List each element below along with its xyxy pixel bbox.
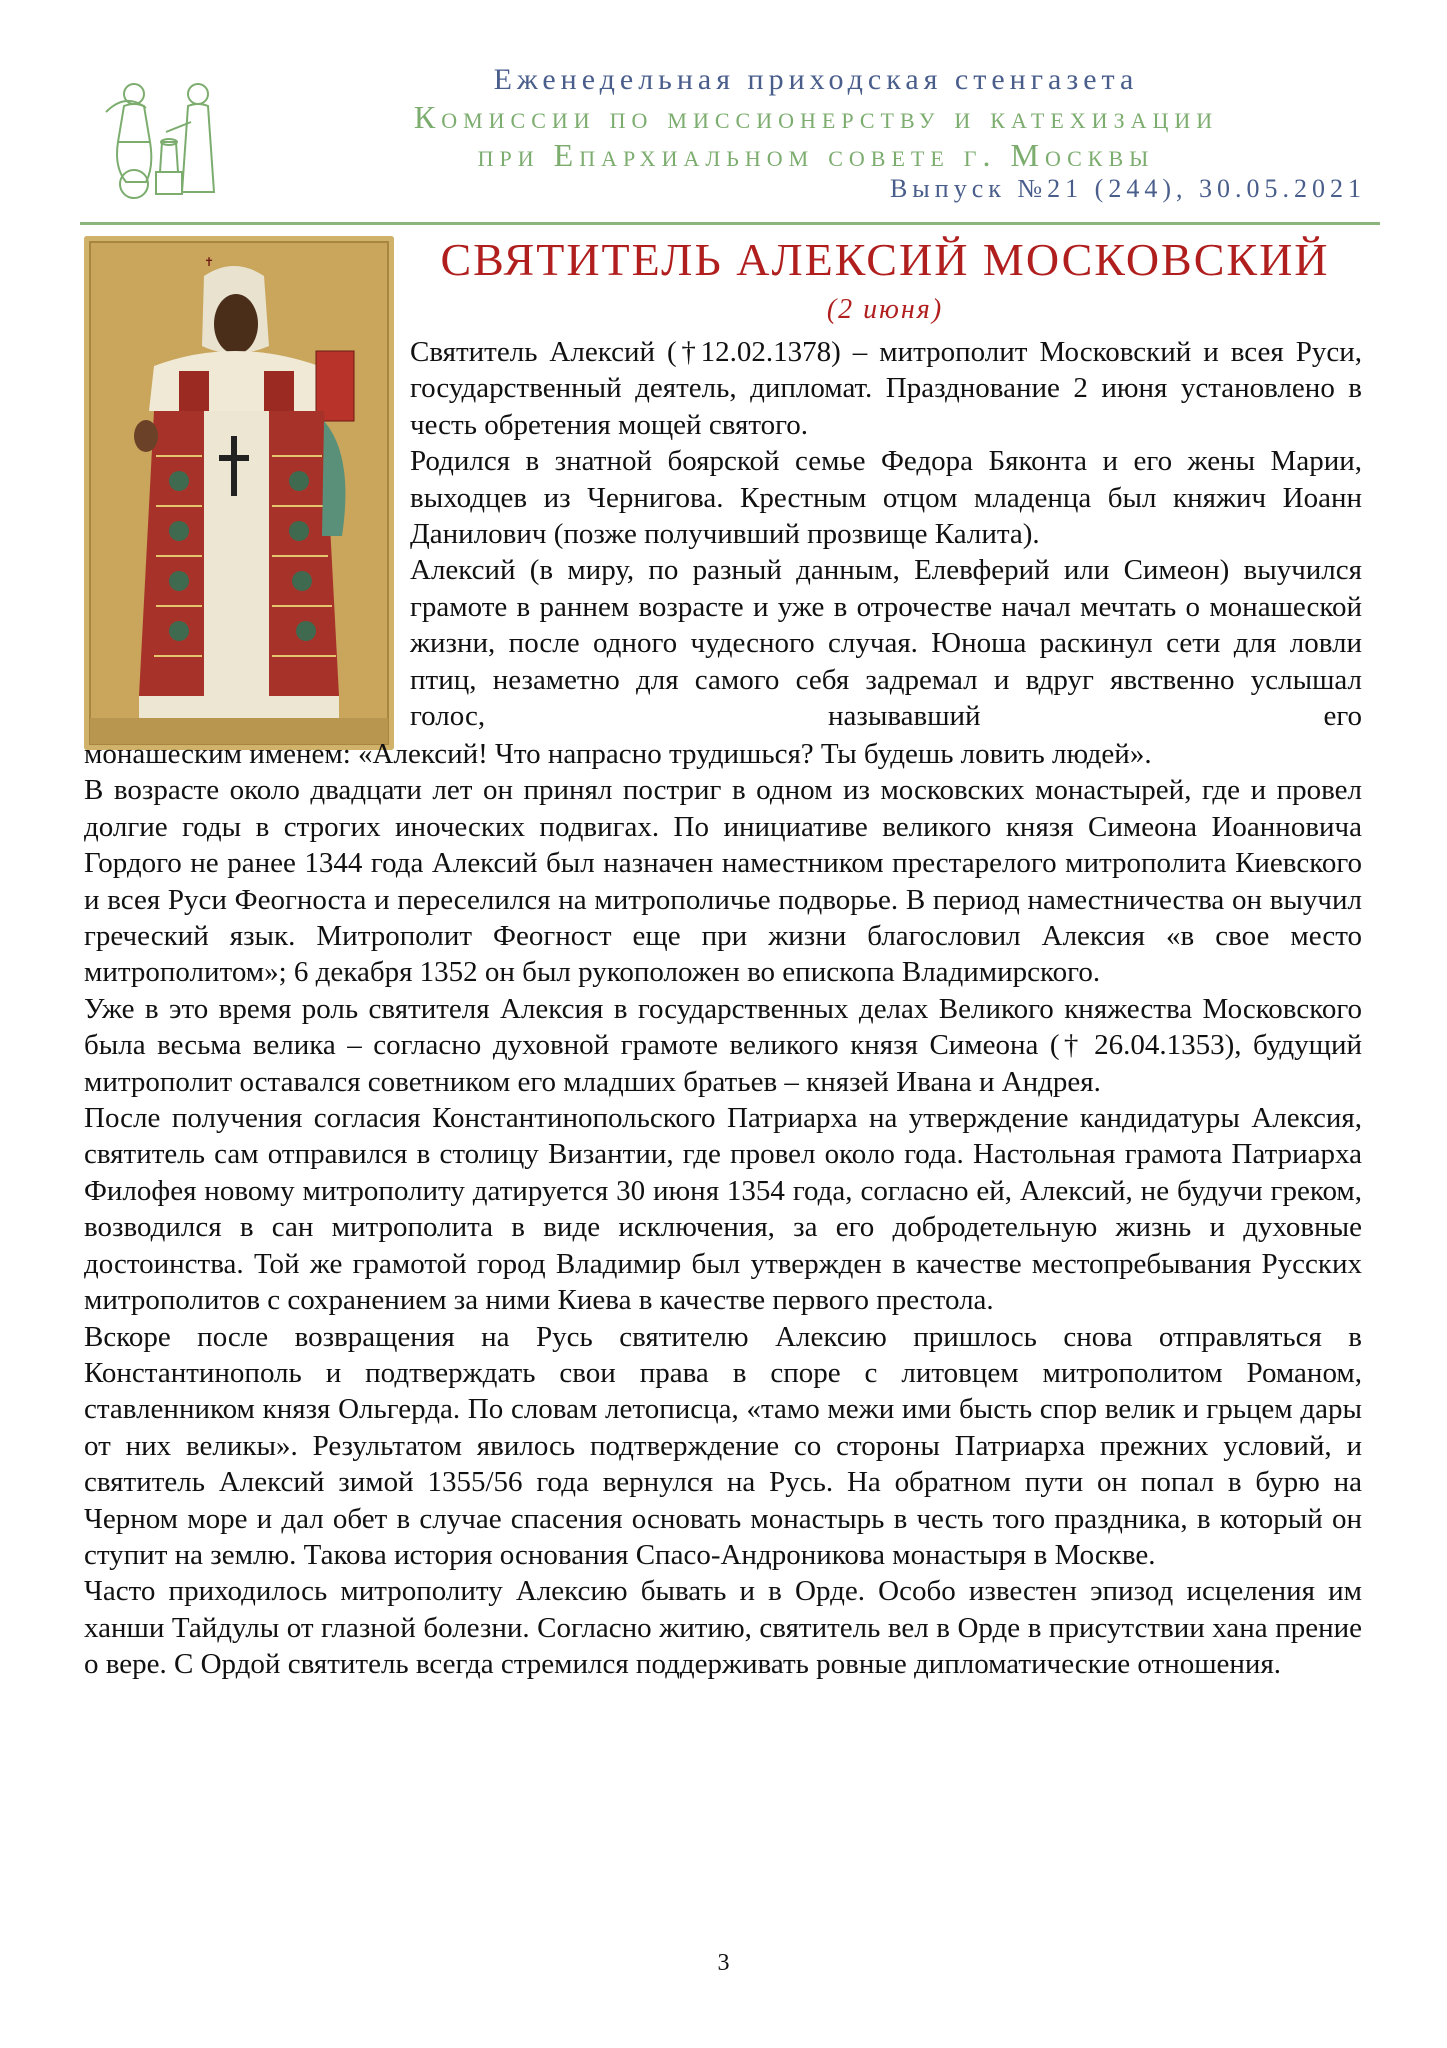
article-column-right xyxy=(410,334,1362,734)
article-body xyxy=(84,736,1362,1683)
paragraph-3-start: Алексий (в миру, по разный данным, Елевферий или Симеон) выучился грамоте в раннем возрасте и уже в отрочестве начал мечтать о монашеской жизни, после одного чудесного случая. Юноша раскинул сети для ловли птиц, незаметно для самого себя задремал и вдруг явственно услышал голос, называвший его xyxy=(410,554,1362,733)
svg-text:✝: ✝ xyxy=(204,255,215,269)
paragraph-1: Святитель Алексий (†12.02.1378) – митрополит Московский и всея Руси, государственный деятель, дипломат. Празднование 2 июня установлено в честь обретения мощей святого. xyxy=(410,336,1362,441)
feast-date: (2 июня) xyxy=(826,294,944,325)
masthead-divider xyxy=(80,222,1380,225)
parish-logo-icon xyxy=(96,72,236,202)
article-title: СВЯТИТЕЛЬ АЛЕКСИЙ МОСКОВСКИЙ xyxy=(440,234,1330,285)
paragraph-8: Часто приходилось митрополиту Алексию бывать и в Орде. Особо известен эпизод исцеления им ханши Тайдулы от глазной болезни. Согласно житию, святитель вел в Орде в присутствии хана прение о вере. С Ордой святитель всегда стремился поддерживать ровные дипломатические отношения. xyxy=(84,1575,1362,1681)
masthead xyxy=(96,62,1386,212)
masthead-council: при Епархиальном совете г. Москвы xyxy=(477,137,1155,173)
paragraph-7: Вскоре после возвращения на Русь святителю Алексию пришлось снова отправляться в Константинополь и подтверждать свои права в споре с литовцем митрополитом Романом, ставленником князя Ольгерда. По словам летописца, «тамо межи ими бысть спор велик и грьцем дары от них великы». Результатом явилось подтверждение со стороны Патриарха прежних условий, и святитель Алексий зимой 1355/56 года вернулся на Русь. На обратном пути он попал в бурю на Черном море и дал обет в случае спасения основать монастырь в честь того праздника, в который он ступит на землю. Такова история основания Спасо-Андроникова монастыря в Москве. xyxy=(84,1320,1362,1571)
paragraph-4: В возрасте около двадцати лет он принял постриг в одном из московских монастырей, где и провел долгие годы в строгих иноческих подвигах. По инициативе великого князя Симеона Иоанновича Гордого не ранее 1344 года Алексий был назначен наместником престарелого митрополита Киевского и всея Руси Феогноста и переселился на митрополичье подворье. В период наместничества он выучил греческий язык. Митрополит Феогност еще при жизни благословил Алексия «в свое место митрополитом»; 6 декабря 1352 он был рукоположен во епископа Владимирского. xyxy=(84,774,1362,989)
masthead-text xyxy=(256,62,1376,174)
page-number: 3 xyxy=(717,1950,730,1976)
paragraph-5: Уже в это время роль святителя Алексия в государственных делах Великого княжества Московского была весьма велика – согласно духовной грамоте великого князя Симеона († 26.04.1353), будущий митрополит оставался советником его младших братьев – князей Ивана и Андрея. xyxy=(84,992,1362,1098)
paragraph-3-end: монашеским именем: «Алексий! Что напрасно трудишься? Ты будешь ловить людей». xyxy=(84,738,1152,770)
masthead-commission: Комиссии по миссионерству и катехизации xyxy=(413,99,1219,135)
masthead-subtitle: Еженедельная приходская стенгазета xyxy=(493,63,1139,96)
issue-number: Выпуск №21 (244), 30.05.2021 xyxy=(889,174,1366,203)
paragraph-6: После получения согласия Константинопольского Патриарха на утверждение кандидатуры Алексия, святитель сам отправился в столицу Византии, где провел около года. Настольная грамота Патриарха Филофея новому митрополиту датируется 30 июня 1354 года, согласно ей, Алексий, не будучи греком, возводился в сан митрополита в виде исключения, за его добродетельную жизнь и духовные достоинства. Той же грамотой город Владимир был утвержден в качестве местопребывания Русских митрополитов с сохранением за ними Киева в качестве первого престола. xyxy=(84,1102,1362,1317)
saint-icon-image xyxy=(84,236,394,750)
paragraph-2: Родился в знатной боярской семье Федора Бяконта и его жены Марии, выходцев из Чернигова. Крестным отцом младенца был княжич Иоанн Данилович (позже получивший прозвище Калита). xyxy=(410,445,1362,551)
saint-alexy-icon xyxy=(84,236,394,750)
